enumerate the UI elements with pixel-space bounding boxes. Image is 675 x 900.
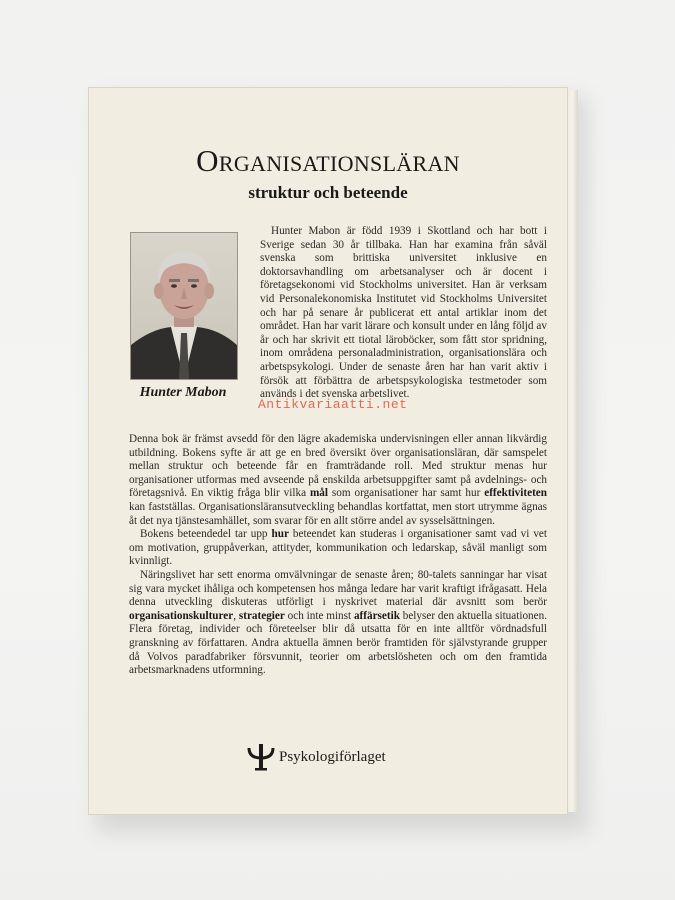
author-bio: Hunter Mabon är född 1939 i Skottland och har bott i Sverige sedan 30 år tillbaka. Han har examina från såväl svenska som brittiska universitet inklusive en doktorsavhandling om arbetsanalyser och är docent i företagsekonomi vid Stockholms universitet. Han är verksam vid Personalekonomiska Institutet vid Stockholms Universitet och har på senare år publicerat ett antal artiklar inom det området. Han har varit lärare och konsult under en lång följd av år och har skrivit ett tiotal läroböcker, som fått stor spridning, inom områdena personaladministration, organisationslära och arbetspsykologi. Under de senaste åren har han varit aktiv i försök att förbättra de arbetspsykologiska testmetoder som används i det svenska arbetslivet.	[260, 225, 547, 401]
psi-icon	[247, 743, 275, 771]
description-paragraph-1: Denna bok är främst avsedd för den lägre akademiska undervisningen eller annan likvärdig utbildning. Bokens syfte är att ge en bred översikt över organisationsläran, där samspelet mellan struktur och beteende får en framträdande roll. Med struktur menas hur organisationer utformas med avseende på enskilda arbetsuppgifter samt på avdelnings- och företagsnivå. En viktig fråga blir vilka mål som organisationer har samt hur effektiviteten kan fastställas. Organisationsläransutveckling behandlas kortfattat, men stort utrymme ägnas åt det nya tjänstesamhället, som svarar för en allt större andel av sysselsättningen.	[129, 433, 547, 527]
description-paragraph-3: Näringslivet har sett enorma omvälvningar de senaste åren; 80-talets sanningar har visat sig vara mycket ihåliga och kompetensen hos många ledare har varit kraftigt ifrågasatt. Hela denna utveckling diskuteras utförligt i nyskrivet material där avsnitt som berör organisationskulturer, strategier och inte minst affärsetik belyser den aktuella situationen. Flera företag, individer och företeelser blir då utsatta för en inte alltför vördnadsfull granskning av författaren. Andra aktuella ämnen berör framtiden för självstyrande grupper då Volvos paradfabriker försvunnit, teorier om arbetslösheten och om den framtida arbetsmarknadens utformning.	[129, 568, 547, 677]
author-portrait-image	[131, 233, 237, 379]
author-name-caption: Hunter Mabon	[139, 385, 227, 400]
author-photo	[130, 232, 238, 380]
publisher-mark	[247, 742, 386, 772]
book-description	[129, 433, 547, 678]
book-title: Organisationsläran	[196, 143, 460, 178]
description-paragraph-2: Bokens beteendedel tar upp hur beteendet kan studeras i organisationer samt vad vi vet om motivation, gruppåverkan, attityder, kommunikation och ledarskap, såväl manligt som kvinnligt.	[129, 528, 547, 568]
publisher-name: Psykologiförlaget	[279, 748, 386, 765]
book-subtitle: struktur och beteende	[248, 183, 408, 202]
book-back-cover	[88, 87, 568, 815]
watermark-text: Antikvariaatti.net	[258, 397, 408, 412]
